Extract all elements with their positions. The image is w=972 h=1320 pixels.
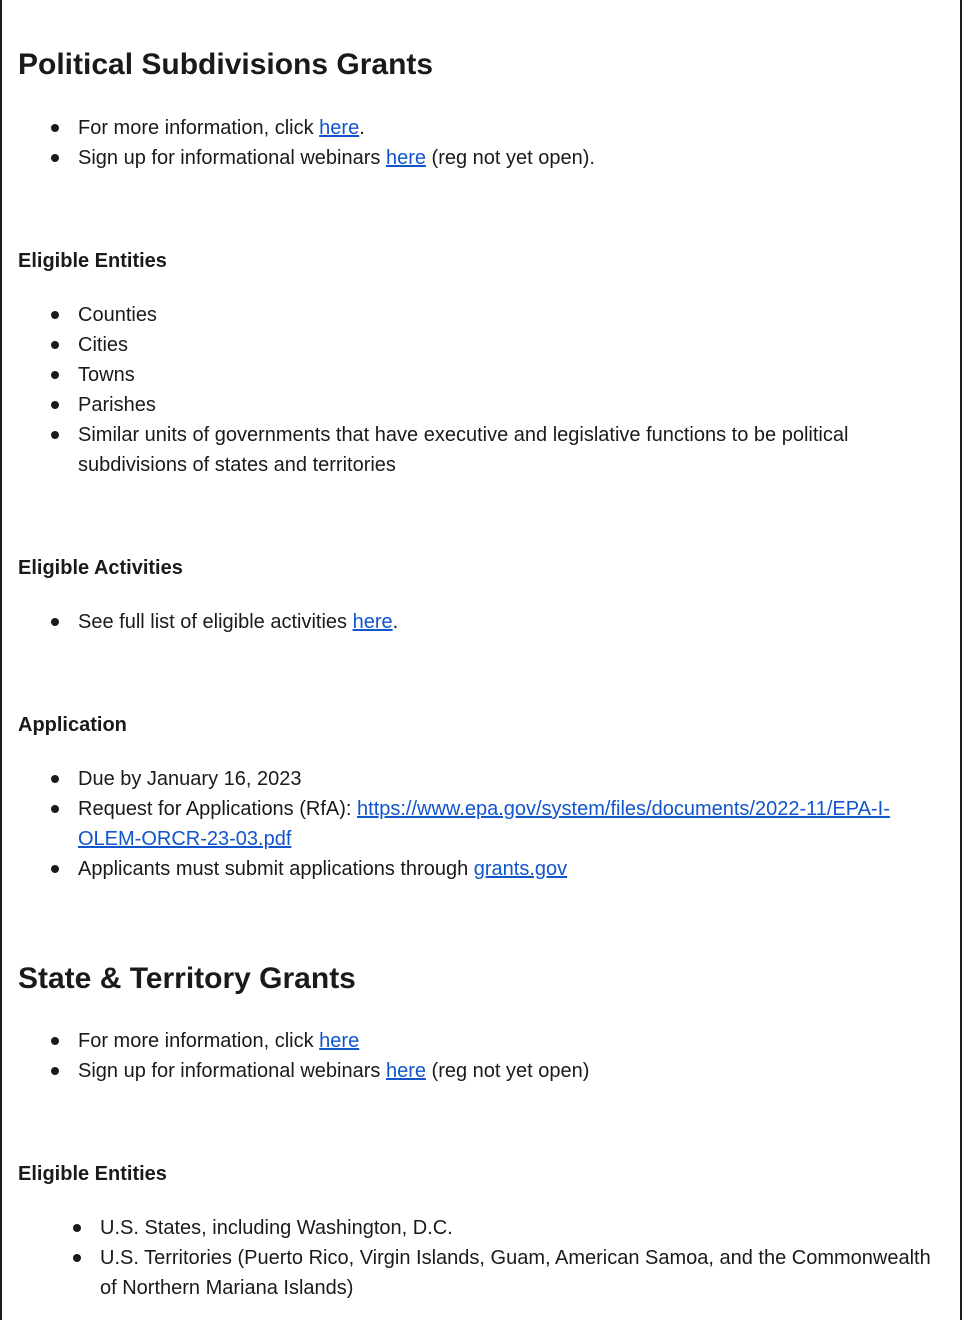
political-activities-heading: Eligible Activities [18,557,183,579]
list-item [18,1243,938,1303]
webinar-link[interactable]: here [385,147,426,169]
activities-suffix: . [392,611,399,633]
activities-text: See full list of eligible activities [78,611,353,633]
entity-text: Cities [78,334,129,356]
bullet-icon [73,1254,81,1262]
state-more-info-link[interactable]: here [319,1030,360,1052]
list-item [18,143,938,173]
political-grants-heading: Political Subdivisions Grants [18,48,434,81]
bullet-icon [51,431,59,439]
bullet-icon [51,401,59,409]
political-entities-heading: Eligible Entities [18,250,167,272]
webinar-suffix: (reg not yet open) [425,1060,590,1082]
political-activities-list [18,607,938,637]
bullet-icon [51,371,59,379]
list-item [18,607,938,637]
list-item [18,1026,938,1056]
state-info-list [18,1026,938,1086]
list-item [18,794,938,854]
entity-text: Counties [78,304,157,326]
list-item [18,360,938,390]
entity-text-line-1: U.S. Territories (Puerto Rico, Virgin Islands, Guam, American Samoa, and the Commonwealth [100,1247,931,1269]
entity-text: Parishes [78,394,156,416]
entity-text: Towns [78,364,135,386]
political-info-list [18,113,938,173]
state-grants-heading: State & Territory Grants [18,962,356,995]
grants-gov-link[interactable]: grants.gov [473,858,568,880]
info-suffix: . [359,117,365,139]
bullet-icon [73,1224,81,1232]
entity-text-line-2: of Northern Mariana Islands) [100,1277,354,1299]
application-list [18,764,938,884]
webinar-text: Sign up for informational webinars [78,1060,386,1082]
bullet-icon [51,1037,59,1045]
list-item [18,300,938,330]
list-item [18,330,938,360]
list-item [18,764,938,794]
bullet-icon [51,124,59,132]
bullet-icon [51,311,59,319]
application-heading: Application [18,714,127,736]
list-item [18,1056,938,1086]
bullet-icon [51,1067,59,1075]
bullet-icon [51,341,59,349]
bullet-icon [51,805,59,813]
rfa-text: Request for Applications (RfA): [78,798,358,820]
bullet-icon [51,775,59,783]
webinar-suffix: (reg not yet open). [425,147,595,169]
submit-text: Applicants must submit applications through [78,858,474,880]
state-entities-list [18,1213,938,1303]
entity-text-line-2: subdivisions of states and territories [78,454,396,476]
rfa-link-line-1: https://www.epa.gov/system/files/documents/2022-11/EPA-I- [357,798,890,820]
list-item [18,113,938,143]
entity-text-line-1: Similar units of governments that have executive and legislative functions to be political [78,424,849,446]
info-text: For more information, click [78,1030,320,1052]
state-entities-heading: Eligible Entities [18,1163,167,1185]
bullet-icon [51,154,59,162]
bullet-icon [51,865,59,873]
list-item [18,420,938,480]
list-item [18,1213,938,1243]
bullet-icon [51,618,59,626]
state-webinar-link[interactable]: here [385,1060,426,1082]
more-info-link[interactable]: here [319,117,360,139]
list-item [18,854,938,884]
list-item [18,390,938,420]
entity-text: U.S. States, including Washington, D.C. [100,1217,453,1239]
webinar-text: Sign up for informational webinars [78,147,386,169]
activities-link[interactable]: here [352,611,393,633]
due-date-text: Due by January 16, 2023 [78,768,302,790]
rfa-link-line-2: OLEM-ORCR-23-03.pdf [78,828,292,850]
political-entities-list [18,300,938,480]
info-text: For more information, click [78,117,320,139]
